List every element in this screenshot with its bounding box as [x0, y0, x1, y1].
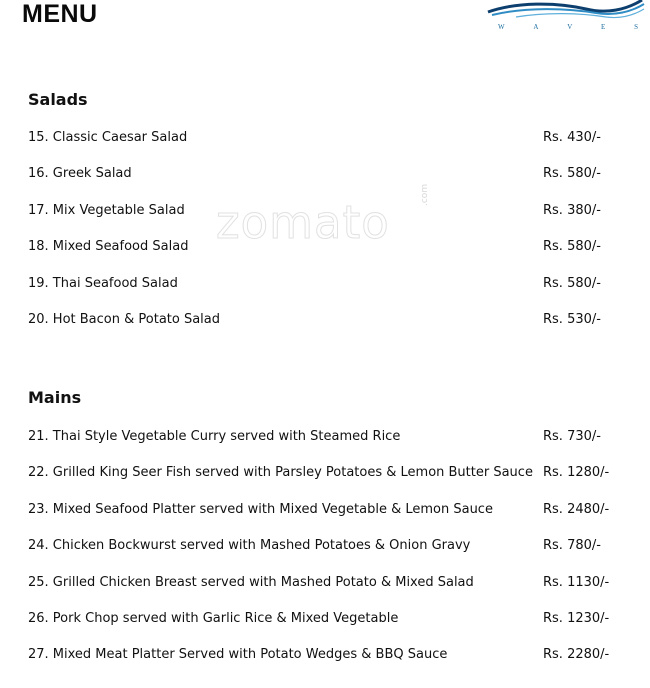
page-title: MENU	[22, 0, 98, 28]
item-name: 20. Hot Bacon & Potato Salad	[28, 312, 221, 327]
menu-item	[28, 573, 628, 593]
item-name: 15. Classic Caesar Salad	[28, 130, 188, 145]
item-price: Rs. 580/-	[543, 276, 601, 291]
section-heading-mains: Mains	[28, 388, 82, 407]
menu-item	[28, 427, 628, 447]
item-price: Rs. 580/-	[543, 239, 601, 254]
item-price: Rs. 530/-	[543, 312, 601, 327]
item-name: 24. Chicken Bockwurst served with Mashed Potatoes & Onion Gravy	[28, 538, 471, 553]
menu-item	[28, 128, 628, 148]
menu-item	[28, 609, 628, 629]
item-price: Rs. 1280/-	[543, 465, 610, 480]
logo-wordmark	[498, 23, 638, 31]
section-heading-salads: Salads	[28, 90, 88, 109]
menu-item	[28, 274, 628, 294]
logo-letter: A	[533, 23, 539, 31]
item-name: 23. Mixed Seafood Platter served with Mixed Vegetable & Lemon Sauce	[28, 502, 493, 517]
item-name: 17. Mix Vegetable Salad	[28, 203, 185, 218]
item-name: 21. Thai Style Vegetable Curry served with Steamed Rice	[28, 429, 401, 444]
item-price: Rs. 380/-	[543, 203, 601, 218]
logo-letter: W	[498, 23, 505, 31]
item-name: 26. Pork Chop served with Garlic Rice & Mixed Vegetable	[28, 611, 399, 626]
item-price: Rs. 1230/-	[543, 611, 610, 626]
menu-item	[28, 237, 628, 257]
menu-item	[28, 310, 628, 330]
item-name: 22. Grilled King Seer Fish served with Parsley Potatoes & Lemon Butter Sauce	[28, 465, 533, 480]
item-name: 25. Grilled Chicken Breast served with Mashed Potato & Mixed Salad	[28, 575, 474, 590]
waves-logo	[486, 0, 646, 36]
menu-item	[28, 536, 628, 556]
item-name: 16. Greek Salad	[28, 166, 132, 181]
item-price: Rs. 730/-	[543, 429, 601, 444]
item-price: Rs. 430/-	[543, 130, 601, 145]
zomato-watermark: zomato	[216, 196, 390, 249]
logo-letter: V	[567, 23, 573, 31]
logo-letter: S	[634, 23, 638, 31]
item-price: Rs. 580/-	[543, 166, 601, 181]
item-name: 27. Mixed Meat Platter Served with Potato Wedges & BBQ Sauce	[28, 647, 448, 662]
menu-item	[28, 201, 628, 221]
menu-item	[28, 164, 628, 184]
item-price: Rs. 1130/-	[543, 575, 610, 590]
item-price: Rs. 2280/-	[543, 647, 610, 662]
item-price: Rs. 2480/-	[543, 502, 610, 517]
zomato-watermark-suffix: .com	[420, 183, 430, 206]
item-price: Rs. 780/-	[543, 538, 601, 553]
menu-item	[28, 463, 628, 483]
logo-letter: E	[601, 23, 606, 31]
item-name: 19. Thai Seafood Salad	[28, 276, 178, 291]
menu-item	[28, 645, 628, 665]
menu-item	[28, 500, 628, 520]
item-name: 18. Mixed Seafood Salad	[28, 239, 189, 254]
waves-logo-icon	[486, 0, 646, 24]
